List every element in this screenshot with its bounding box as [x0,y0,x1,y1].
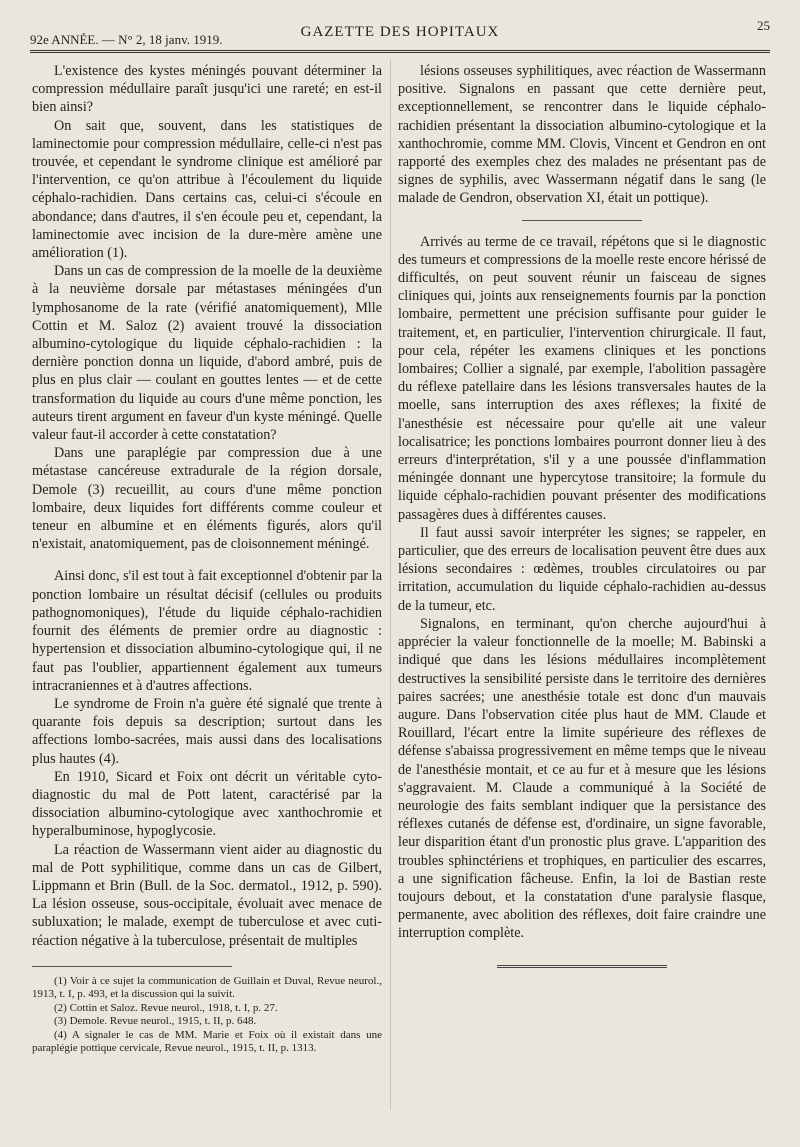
paragraph: On sait que, souvent, dans les statistiques de laminectomie pour compression médullaire, celle-ci n'est pas trouvée, et cependant le syndrome clinique est amélioré par l'intervention, ce qu'on attribue à l'écoulement du liquide céphalo-rachidien. Dans certains cas, celui-ci s'écoule en abondance; dans d'autres, il s'en écoule peu et, cependant, la laminectomie avec incision de la dure-mère amène une amélioration (1). [32,117,382,262]
paragraph: La réaction de Wassermann vient aider au diagnostic du mal de Pott syphilitique, comme dans un cas de Gilbert, Lippmann et Brin (Bull. de la Soc. dermatol., 1912, p. 590). La lésion osseuse, sous-occipitale, évoluait avec menace de subluxation; le malade, exempt de tuberculose et avec cuti-réaction négative à la tuberculose, présentait de multiples [32,841,382,949]
paragraph: Signalons, en terminant, qu'on cherche aujourd'hui à apprécier la valeur fonctionnelle de la moelle; M. Babinski a indiqué que dans les lésions médullaires incomplètement destructives la sensibilité persiste dans le territoire des dernières paires sacrées; une anesthésie totale est donc d'un mauvais augure. Dans l'observation citée plus haut de MM. Claude et Rouillard, l'écart entre la limite supérieure des réflexes de défense s'abaissa progressivement en même temps que le niveau de l'anesthésie montait, et ce au fur et à mesure que les lésions s'aggravaient. M. Claude a communiqué à la Société de neurologie des faits semblant indiquer que la persistance des réflexes cutanés de défense est, d'ordinaire, un signe favorable, leur disparition étant d'un pronostic plus grave. L'apparition des troubles sphinctériens et trophiques, en particulier des escarres, a une signification fâcheuse. Enfin, la loi de Bastian reste toujours debout, et la constatation d'une paralysie flasque, permanente, avec abolition des réflexes, doit faire craindre une interruption complète. [398,615,766,942]
paragraph: Arrivés au terme de ce travail, répétons que si le diagnostic des tumeurs et compressions de la moelle reste encore hérissé de difficultés, on peut souvent réunir un faisceau de signes cliniques qui, joints aux renseignements fournis par la ponction lombaire, permettent une précision suffisante pour guider le traitement, et, en particulier, l'intervention chirurgicale. Il faut, pour cela, répéter les examens cliniques et les ponctions lombaires; Collier a signalé, par exemple, l'abolition passagère du réflexe patellaire dans les lésions transversales hautes de la moelle, sans interruption des axes réflexes; la fixité de l'anesthésie est nécessaire pour qu'elle ait une valeur localisatrice; les ponctions lombaires pourront donner lieu à des erreurs d'interprétation, s'il y a une poussée d'inflammation méningée donnant une hypercytose transitoire; la formule du liquide céphalo-rachidien pouvant présenter des modifications passagères dues à différentes causes. [398,233,766,523]
header-rule [30,50,770,53]
left-column [32,62,382,1056]
section-separator [522,220,642,221]
paragraph: Il faut aussi savoir interpréter les signes; se rappeler, en particulier, que des erreurs de localisation peuvent être dues aux lésions secondaires : œdèmes, troubles circulatoires ou par irritation, accumulation du liquide céphalo-rachidien au-dessus de la tumeur, etc. [398,524,766,614]
paragraph: En 1910, Sicard et Foix ont décrit un véritable cyto-diagnostic du mal de Pott latent, caractérisé par la dissociation albumino-cytologique avec xanthochromie et hyperalbuminose, hypoglycosie. [32,768,382,840]
page-number: 25 [757,18,770,33]
right-column [398,62,766,980]
paragraph: L'existence des kystes méningés pouvant déterminer la compression médullaire paraît jusqu'ici une rareté; en est-il bien ainsi? [32,63,382,116]
column-divider [390,60,391,1110]
footnote: (2) Cottin et Saloz. Revue neurol., 1918, t. I, p. 27. [54,1001,278,1014]
paragraph: lésions osseuses syphilitiques, avec réaction de Wassermann positive. Signalons en passant que cette dernière peut, exceptionnellement, se rencontrer dans le liquide céphalo-rachidien présentant la dissociation albumino-cytologique et la xanthochromie, comme MM. Clovis, Vincent et Gendron en ont rapporté des exemples chez des malades ne présentant pas de signes de syphilis, avec Wassermann négatif dans le sang (le malade de Gendron, observation XI, était un pottique). [398,63,766,207]
footnote: (1) Voir à ce sujet la communication de Guillain et Duval, Revue neurol., 1913, t. I, p. 493, et la discussion qui la suivit. [32,974,382,1001]
end-ornament [497,965,667,968]
footnote: (3) Demole. Revue neurol., 1915, t. II, p. 648. [54,1015,257,1028]
issue-info: 92e ANNÉE. — N° 2, 18 janv. 1919. [30,32,223,47]
paragraph: Ainsi donc, s'il est tout à fait exceptionnel d'obtenir par la ponction lombaire un résultat décisif (cellules ou produits pathognomoniques), l'étude du liquide céphalo-rachidien fournit des éléments de premier ordre au diagnostic : hypertension et dissociation albumino-cytologique qui, il ne faut pas l'oublier, appartiennent également aux tumeurs intracraniennes et à d'autres affections. [32,568,382,694]
page-header [30,18,770,46]
paragraph: Dans une paraplégie par compression due à une métastase cancéreuse extradurale de la région dorsale, Demole (3) recueillit, au cours d'une même ponction lombaire, deux liquides fort différents comme couleur et teneur en albumine et en éléments figurés, alors qu'il n'existait, anatomiquement, pas de cloisonnement méningé. [32,445,382,553]
footnote: (4) A signaler le cas de MM. Marie et Foix où il existait dans une paraplégie pottique cervicale, Revue neurol., 1915, t. II, p. 1313. [32,1028,382,1055]
journal-title: GAZETTE DES HOPITAUX [300,24,500,40]
paragraph: Dans un cas de compression de la moelle de la deuxième à la neuvième dorsale par métastases méningées d'un lymphosanome de la rate (vérifié anatomiquement), Mlle Cottin et M. Saloz (2) avaient trouvé la dissociation albumino-cytologique du liquide céphalo-rachidien : la dernière ponction donna un liquide, d'abord ambré, puis de plus en plus clair — coulant en gouttes lentes — et de cette transformation du liquide au cours d'une même ponction, les auteurs tirent argument en faveur d'un kyste méningé. Quelle valeur faut-il accorder à cette constatation? [32,263,382,444]
footnote-rule [32,966,232,967]
paragraph: Le syndrome de Froin n'a guère été signalé que trente à quarante fois depuis sa description; surtout dans les affections lombo-sacrées, mais aussi dans des localisations plus hautes (4). [32,695,382,767]
